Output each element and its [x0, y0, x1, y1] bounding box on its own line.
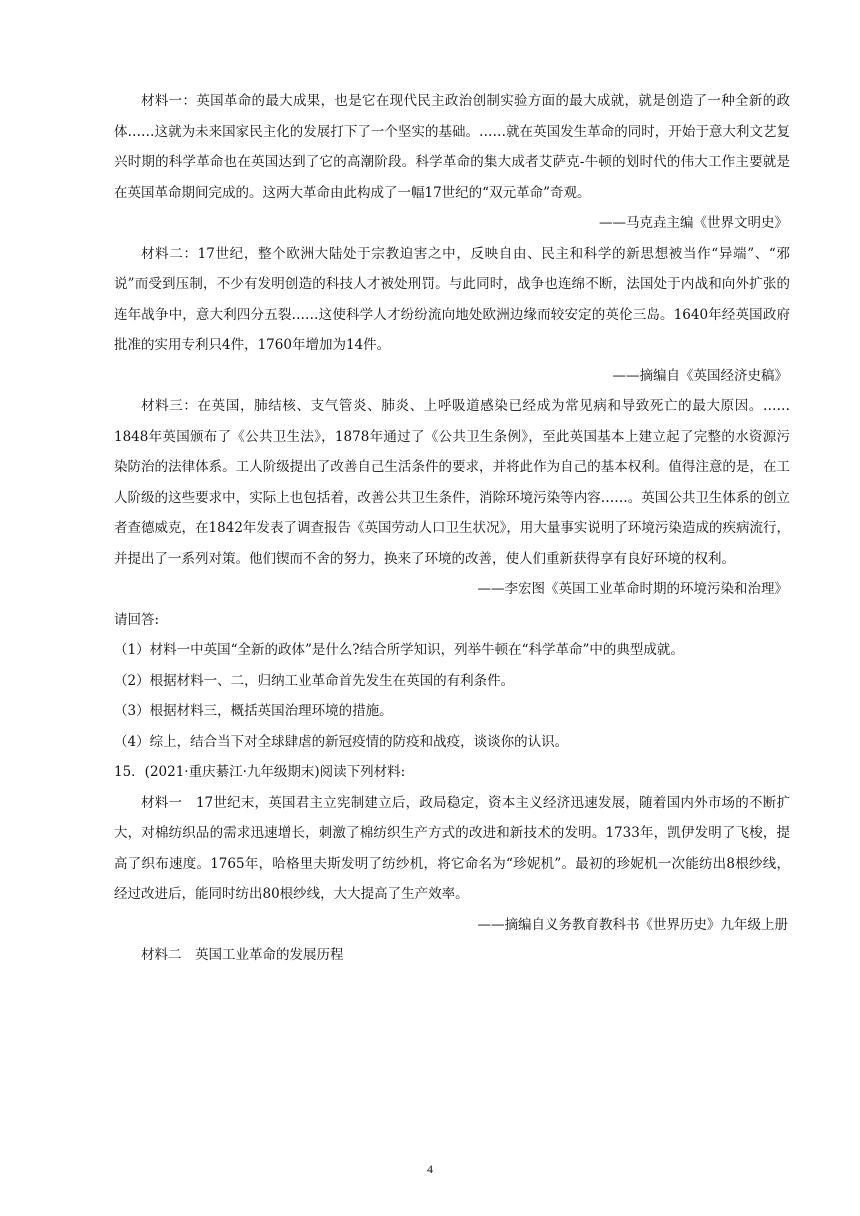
- material2-paragraph: 材料二：17世纪，整个欧洲大陆处于宗教迫害之中，反映自由、民主和科学的新思想被当作“异端”、“邪说”而受到压制，不少有发明创造的科技人才被处刑罚。与此同时，战争也连绵不断，法国处于内战和向外扩张的连年战争中，意大利四分五裂……这使科学人才纷纷流向地处欧洲边缘而较安定的英伦三岛。1640年经英国政府批准的实用专利只4件，1760年增加为14件。: [114, 245, 790, 353]
- q15-material1-paragraph: 材料一 17世纪末，英国君主立宪制建立后，政局稳定，资本主义经济迅速发展，随着国内外市场的不断扩大，对棉纺织品的需求迅速增长，刺激了棉纺织生产方式的改进和新技术的发明。1733年，凯伊发明了飞梭，提高了织布速度。1765年，哈格里夫斯发明了纺纱机，将它命名为“珍妮机”。最初的珍妮机一次能纺出8根纱线，经过改进后，能同时纺出80根纱线，大大提高了生产效率。: [114, 794, 790, 902]
- answer-prompt: 请回答:: [114, 611, 160, 628]
- material2-source: ——摘编自《英国经济史稿》: [612, 367, 788, 384]
- question-2: （2）根据材料一、二，归纳工业革命首先发生在英国的有利条件。: [114, 672, 515, 689]
- page-number: 4: [427, 1162, 433, 1176]
- question-3: （3）根据材料三，概括英国治理环境的措施。: [114, 703, 393, 719]
- material3-source: ——李宏图《英国工业革命时期的环境污染和治理》: [477, 581, 788, 597]
- material1-paragraph: 材料一：英国革命的最大成果，也是它在现代民主政治创制实验方面的最大成就，就是创造了一种全新的政体……这就为未来国家民主化的发展打下了一个坚实的基础。……就在英国发生革命的同时，开始于意大利文艺复兴时期的科学革命也在英国达到了它的高潮阶段。科学革命的集大成者艾萨克-牛顿的划时代的伟大工作主要就是在英国革命期间完成的。这两大革命由此构成了一幅17世纪的“双元革命”奇观。: [114, 93, 790, 201]
- question-15-heading: 15．(2021·重庆綦江·九年级期末)阅读下列材料:: [114, 764, 406, 780]
- q15-material1-source: ——摘编自义务教育教科书《世界历史》九年级上册: [477, 916, 788, 933]
- question-1: （1）材料一中英国“全新的政体”是什么?结合所学知识，列举牛顿在“科学革命”中的典型成就。: [114, 642, 684, 658]
- q15-material2-title: 材料二 英国工业革命的发展历程: [141, 947, 344, 963]
- question-4: （4）综上，结合当下对全球肆虐的新冠疫情的防疫和战疫，谈谈你的认识。: [114, 733, 569, 750]
- material3-paragraph: 材料三：在英国，肺结核、支气管炎、肺炎、上呼吸道感染已经成为常见病和导致死亡的最大原因。……1848年英国颁布了《公共卫生法》，1878年通过了《公共卫生条例》，至此英国基本上建立起了完整的水资源污染防治的法律体系。工人阶级提出了改善自己生活条件的要求，并将此作为自己的基本权利。值得注意的是，在工人阶级的这些要求中，实际上也包括着，改善公共卫生条件，消除环境污染等内容……。英国公共卫生体系的创立者查德威克，在1842年发表了调查报告《英国劳动人口卫生状况》，用大量事实说明了环境污染造成的疾病流行，并提出了一系列对策。他们锲而不舍的努力，换来了环境的改善，使人们重新获得享有良好环境的权利。: [114, 398, 790, 567]
- material1-source: ——马克垚主编《世界文明史》: [599, 215, 788, 231]
